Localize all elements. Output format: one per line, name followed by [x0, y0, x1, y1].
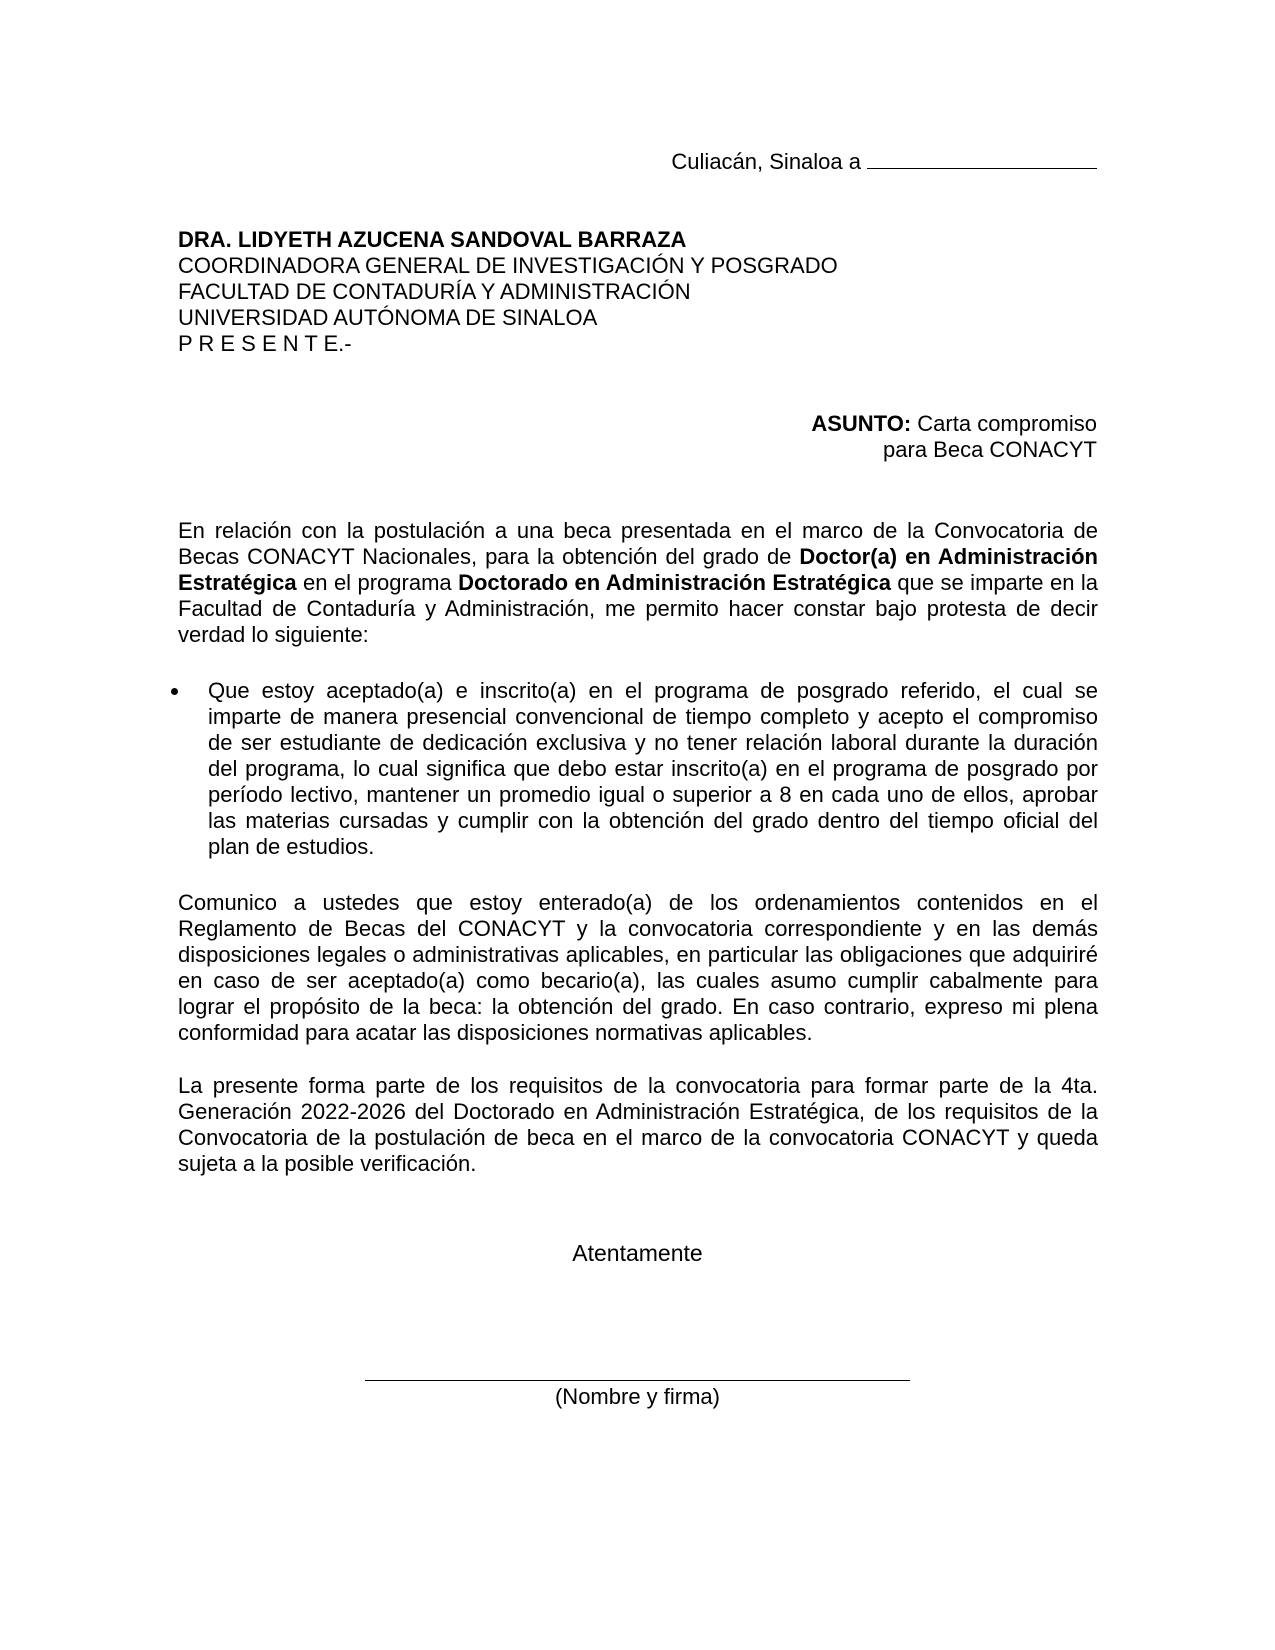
date-blank-field	[867, 148, 1097, 169]
list-item	[178, 678, 1098, 860]
regulations-paragraph: Comunico a ustedes que estoy enterado(a) de los ordenamientos contenidos en el Reglamento de Becas del CONACYT y la convocatoria correspondiente y en las demás disposiciones legales o administrativas aplicables, en particular las obligaciones que adquiriré en caso de ser aceptado(a) como becario(a), las cuales asumo cumplir cabalmente para lograr el propósito de la beca: la obtención del grado. En caso contrario, expreso mi plena conformidad para acatar las disposiciones normativas aplicables.	[178, 890, 1098, 1045]
addressee-university: UNIVERSIDAD AUTÓNOMA DE SINALOA	[178, 305, 598, 330]
commitment-list	[178, 678, 1098, 860]
bullet-icon	[171, 688, 178, 695]
signature-line	[365, 1380, 910, 1381]
requirements-paragraph: La presente forma parte de los requisitos de la convocatoria para formar parte de la 4ta. Generación 2022-2026 del Doctorado en Administración Estratégica, de los requisitos de la Convocatoria de la postulación de beca en el marco de la convocatoria CONACYT y queda sujeta a la posible verificación.	[178, 1073, 1098, 1176]
degree-name: Doctor(a) en Administración Estratégica	[178, 544, 1098, 595]
addressee-name: DRA. LIDYETH AZUCENA SANDOVAL BARRAZA	[178, 227, 687, 252]
signature-label: (Nombre y firma)	[554, 1384, 720, 1409]
closing-text: Atentamente	[572, 1240, 703, 1266]
addressee-faculty: FACULTAD DE CONTADURÍA Y ADMINISTRACIÓN	[178, 279, 691, 304]
subject-block	[811, 411, 1097, 463]
addressee-position: COORDINADORA GENERAL DE INVESTIGACIÓN Y POSGRADO	[178, 253, 838, 278]
program-name: Doctorado en Administración Estratégica	[458, 570, 891, 595]
commitment-text: Que estoy aceptado(a) e inscrito(a) en el programa de posgrado referido, el cual se imparte de manera presencial convencional de tiempo completo y acepto el compromiso de ser estudiante de dedicación exclusiva y no tener relación laboral durante la duración del programa, lo cual significa que debo estar inscrito(a) en el programa de posgrado por período lectivo, mantener un promedio igual o superior a 8 en cada uno de ellos, aprobar las materias cursadas y cumplir con la obtención del grado dentro del tiempo oficial del plan de estudios.	[208, 678, 1098, 859]
subject-label: ASUNTO:	[811, 411, 912, 436]
addressee-block	[178, 227, 1098, 357]
intro-text-2: en el programa	[296, 570, 459, 595]
intro-text-1: En relación con la postulación a una beca presentada en el marco de la Convocatoria de Becas CONACYT Nacionales, para la obtención del grado de	[178, 518, 1098, 569]
subject-line-1: Carta compromiso	[917, 411, 1097, 436]
presente-line: P R E S E N T E.-	[178, 331, 352, 356]
subject-line-2: para Beca CONACYT	[883, 437, 1097, 462]
intro-paragraph	[178, 518, 1098, 648]
date-line	[671, 148, 1097, 175]
date-prefix: Culiacán, Sinaloa a	[671, 149, 861, 174]
intro-text-3: que se imparte en la Facultad de Contaduría y Administración, me permito hacer constar bajo protesta de decir verdad lo siguiente:	[178, 570, 1098, 647]
